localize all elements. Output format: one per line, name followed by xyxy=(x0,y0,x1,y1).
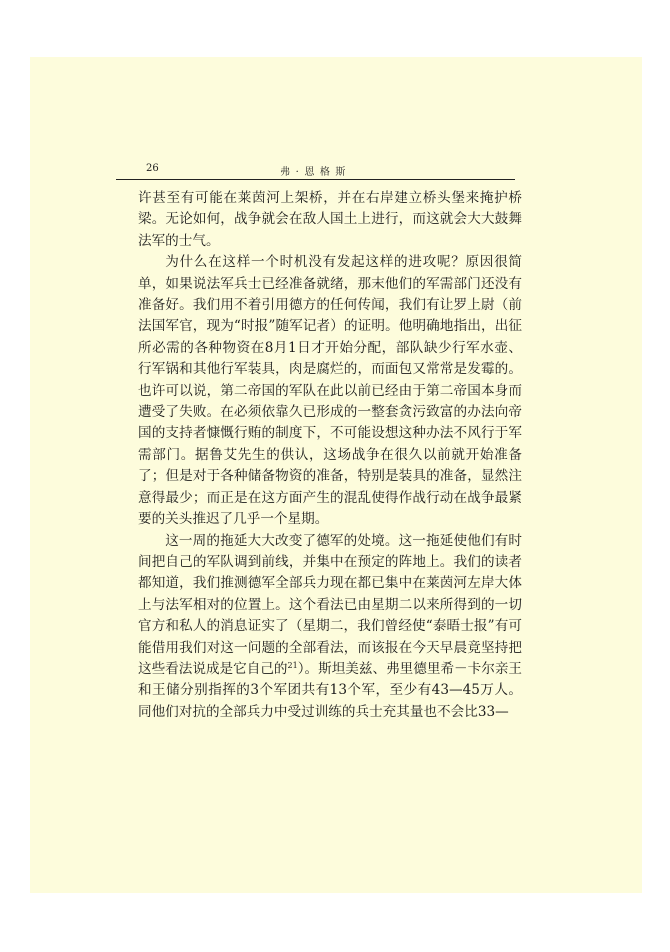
page-number: 26 xyxy=(146,163,159,174)
paragraph-supply-failure: 为什么在这样一个时机没有发起这样的进攻呢？原因很简单，如果说法军兵士已经准备就绪，那末他们的军需部门还没有准备好。我们用不着引用德方的任何传闻，我们有让罗上尉（前法国军官，现为“时报”随军记者）的证明。他明确地指出，出征所必需的各种物资在8月1日才开始分配，部队缺少行军水壶、行军锅和其他行军装具，肉是腐烂的，而面包又常常是发霉的。也许可以说，第二帝国的军队在此以前已经由于第二帝国本身而遭受了失败。在必须依靠久已形成的一整套贪污致富的办法向帝国的支持者慷慨行贿的制度下，不可能设想这种办法不风行于军需部门。据鲁艾先生的供认，这场战争在很久以前就开始准备了；但是对于各种储备物资的准备，特别是装具的准备，显然注意得最少；而正是在这方面产生的混乱使得作战行动在战争最紧要的关头推迟了几乎一个星期。 xyxy=(138,254,522,528)
paragraph-text-after-note: ）。斯坦美兹、弗里德里希－卡尔亲王和王储分别指挥的3个军团共有13个军，至少有43—45万人。同他们对抗的全部兵力中受过训练的兵士充其量也不会比33— xyxy=(138,660,523,720)
paragraph-text-before-note: 这一周的拖延大大改变了德军的处境。这一拖延使他们有时间把自己的军队调到前线，并集中在预定的阵地上。我们的读者都知道，我们推测德军全部兵力现在都已集中在莱茵河左岸大体上与法军相对的位置上。这个看法已由星期二以来所得到的一切官方和私人的消息证实了（星期二，我们曾经使“泰晤士报”有可能借用我们对这一问题的全部看法，而该报在今天早晨竟坚持把这些看法说成是它自己的 xyxy=(138,532,522,677)
paragraph-continued: 许甚至有可能在莱茵河上架桥，并在右岸建立桥头堡来掩护桥梁。无论如何，战争就会在敌人国土上进行，而这就会大大鼓舞法军的士气。 xyxy=(138,190,522,249)
paragraph-german-position xyxy=(138,531,522,724)
running-header xyxy=(116,162,515,180)
body-text xyxy=(138,188,522,723)
footnote-reference: 21 xyxy=(287,660,298,670)
running-title: 弗·恩格斯 xyxy=(280,167,351,178)
